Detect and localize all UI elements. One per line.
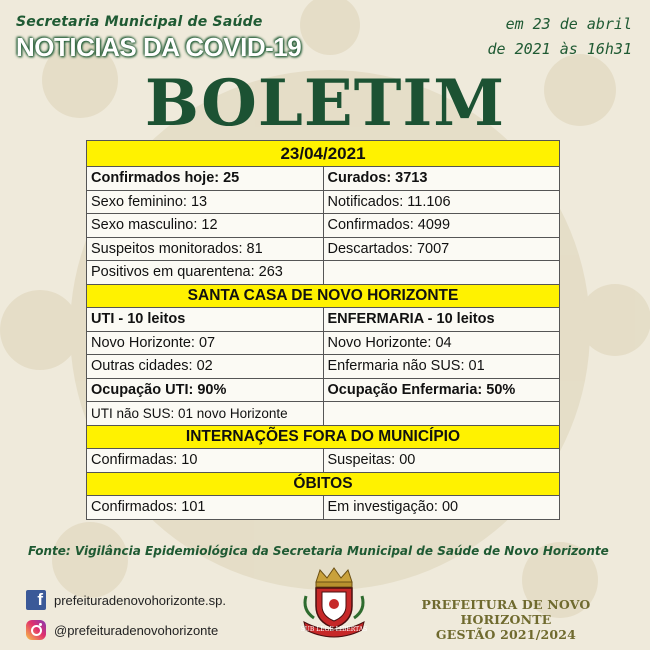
date-line-2: de 2021 às 16h31 bbox=[487, 40, 632, 58]
table-row bbox=[87, 190, 560, 214]
bulletin-date: 23/04/2021 bbox=[87, 141, 560, 167]
cell-uti-nao-sus: UTI não SUS: 01 novo Horizonte bbox=[87, 402, 324, 426]
cell-obitos-confirmados: Confirmados: 101 bbox=[87, 496, 324, 520]
bulletin-table bbox=[86, 140, 560, 520]
table-row bbox=[87, 284, 560, 308]
gestao-label: GESTÃO 2021/2024 bbox=[435, 627, 577, 642]
cell-internacoes-suspeitas: Suspeitas: 00 bbox=[323, 449, 560, 473]
cell-descartados: Descartados: 7007 bbox=[323, 237, 560, 261]
date-stamp bbox=[488, 12, 633, 62]
table-row bbox=[87, 237, 560, 261]
facebook-handle: prefeituradenovohorizonte.sp. bbox=[54, 592, 227, 608]
cell-internacoes-confirmadas: Confirmadas: 10 bbox=[87, 449, 324, 473]
date-line-1: em 23 de abril bbox=[505, 15, 632, 33]
cell-suspeitos-monitorados: Suspeitos monitorados: 81 bbox=[87, 237, 324, 261]
cell-enfermaria-nao-sus: Enfermaria não SUS: 01 bbox=[323, 355, 560, 379]
cell-uti-leitos: UTI - 10 leitos bbox=[87, 308, 324, 332]
facebook-link[interactable] bbox=[26, 590, 226, 610]
cell-confirmados: Confirmados: 4099 bbox=[323, 214, 560, 238]
cell-empty bbox=[323, 402, 560, 426]
cell-curados: Curados: 3713 bbox=[323, 167, 560, 191]
section-title-santa-casa: SANTA CASA DE NOVO HORIZONTE bbox=[87, 284, 560, 308]
section-title-internacoes: INTERNAÇÕES FORA DO MUNICÍPIO bbox=[87, 425, 560, 449]
cell-enfermaria-novo-horizonte: Novo Horizonte: 04 bbox=[323, 331, 560, 355]
cell-outras-cidades: Outras cidades: 02 bbox=[87, 355, 324, 379]
table-row bbox=[87, 449, 560, 473]
table-row bbox=[87, 167, 560, 191]
cell-uti-novo-horizonte: Novo Horizonte: 07 bbox=[87, 331, 324, 355]
cell-ocupacao-uti: Ocupação UTI: 90% bbox=[87, 378, 324, 402]
instagram-handle: @prefeituradenovohorizonte bbox=[54, 622, 219, 638]
cell-sexo-masculino: Sexo masculino: 12 bbox=[87, 214, 324, 238]
table-row bbox=[87, 355, 560, 379]
table-row bbox=[87, 378, 560, 402]
headline: NOTICIAS DA COVID-19 bbox=[16, 32, 302, 62]
cell-empty bbox=[323, 261, 560, 285]
source-note: Fonte: Vigilância Epidemiológica da Secretaria Municipal de Saúde de Novo Horizonte bbox=[28, 544, 609, 558]
header-left bbox=[16, 14, 301, 63]
cell-notificados: Notificados: 11.106 bbox=[323, 190, 560, 214]
instagram-link[interactable] bbox=[26, 620, 218, 640]
cell-positivos-quarentena: Positivos em quarentena: 263 bbox=[87, 261, 324, 285]
facebook-icon: f bbox=[26, 590, 46, 610]
section-title-obitos: ÓBITOS bbox=[87, 472, 560, 496]
city-crest-icon bbox=[296, 566, 372, 638]
cell-obitos-investigacao: Em investigação: 00 bbox=[323, 496, 560, 520]
table-row bbox=[87, 308, 560, 332]
cell-sexo-feminino: Sexo feminino: 13 bbox=[87, 190, 324, 214]
table-row bbox=[87, 496, 560, 520]
instagram-icon bbox=[26, 620, 46, 640]
cell-confirmados-hoje: Confirmados hoje: 25 bbox=[87, 167, 324, 191]
crest-motto: SUB LEGE LIBERTAS bbox=[300, 626, 368, 633]
table-row bbox=[87, 331, 560, 355]
table-row bbox=[87, 261, 560, 285]
secretaria-label: Secretaria Municipal de Saúde bbox=[16, 14, 263, 30]
prefeitura-name: PREFEITURA DE NOVO HORIZONTE bbox=[421, 597, 591, 627]
cell-enfermaria-leitos: ENFERMARIA - 10 leitos bbox=[323, 308, 560, 332]
cell-ocupacao-enfermaria: Ocupação Enfermaria: 50% bbox=[323, 378, 560, 402]
page-title: BOLETIM bbox=[144, 66, 506, 141]
table-row bbox=[87, 141, 560, 167]
table-row bbox=[87, 402, 560, 426]
table-row bbox=[87, 214, 560, 238]
table-row bbox=[87, 472, 560, 496]
table-row bbox=[87, 425, 560, 449]
